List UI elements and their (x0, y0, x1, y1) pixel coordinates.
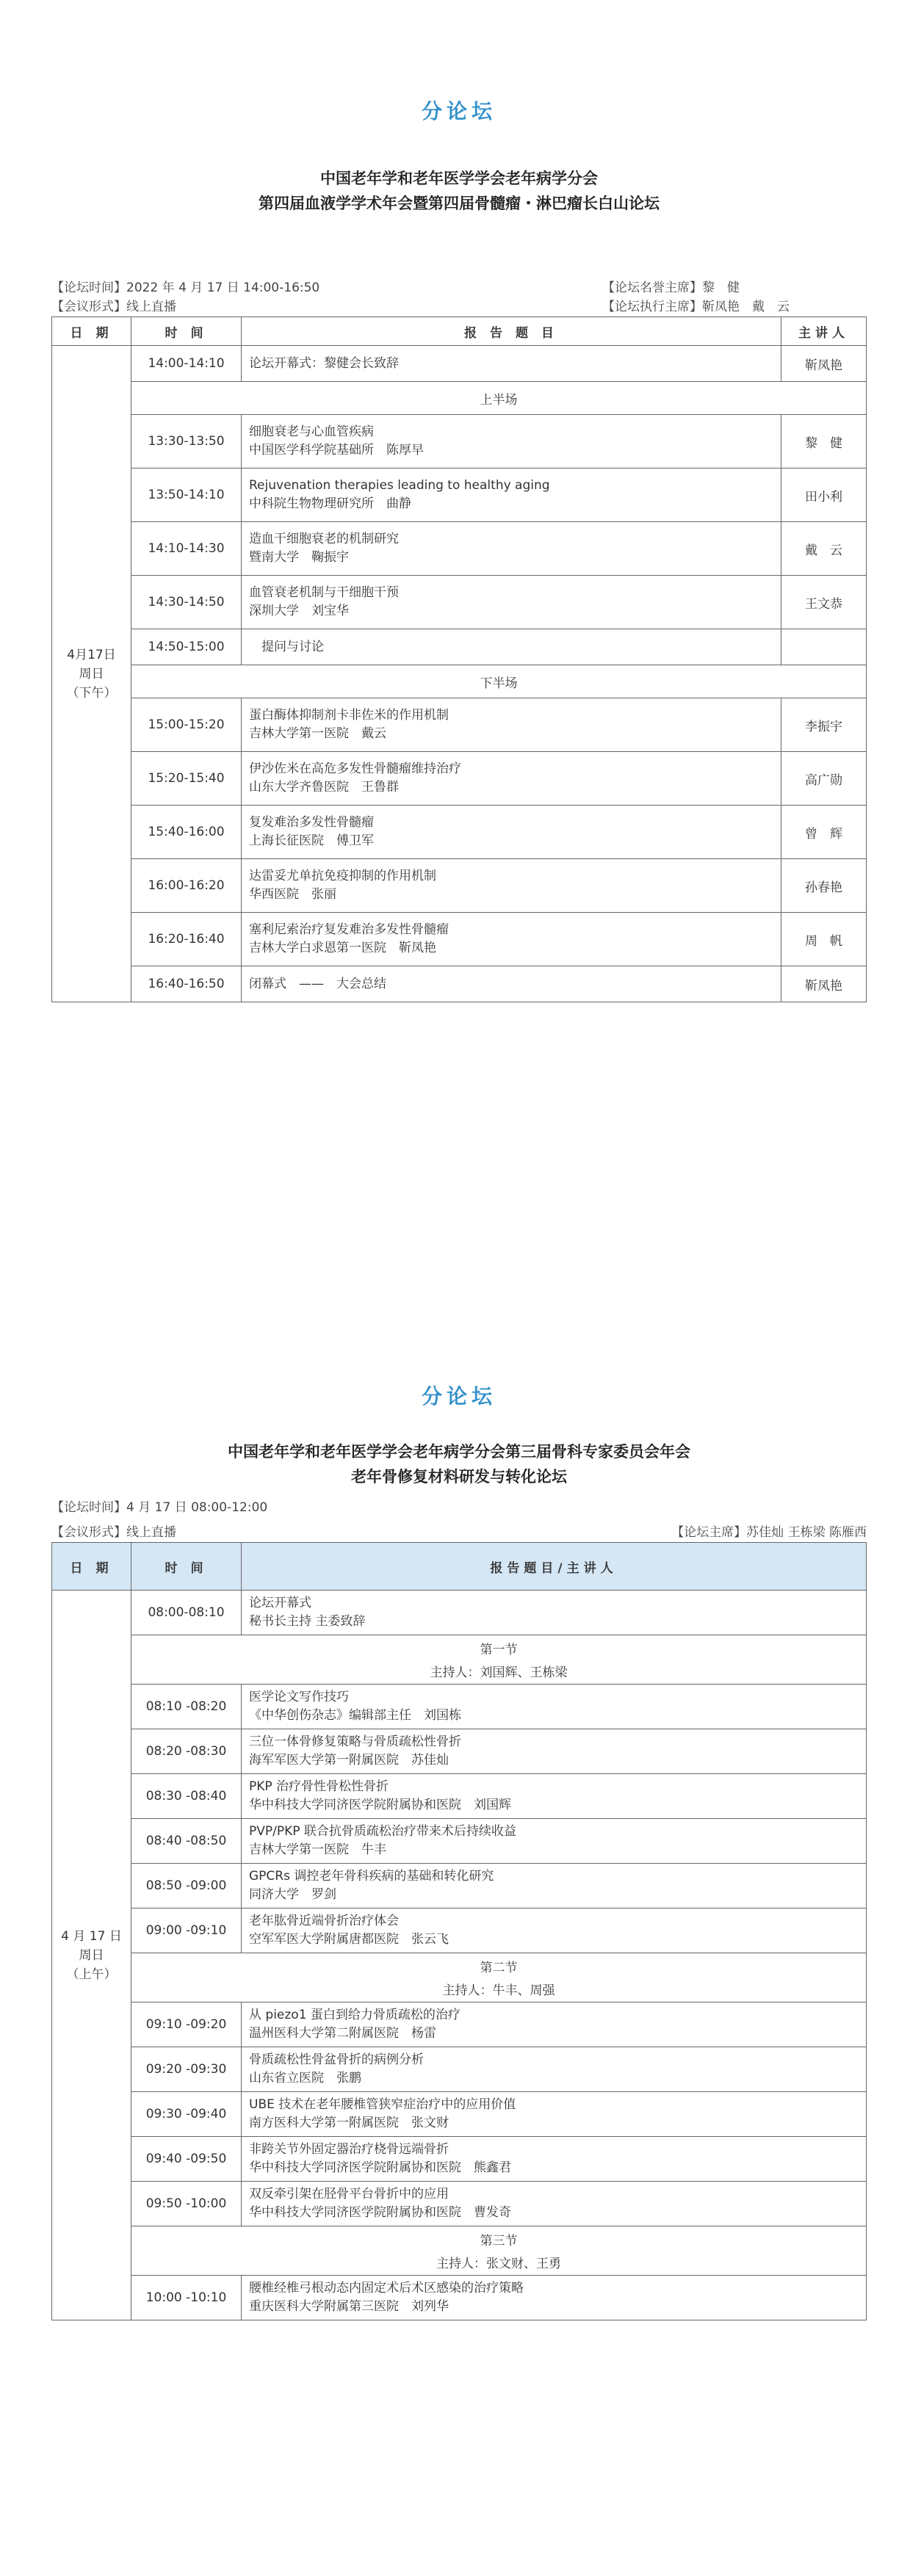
schedule-row (52, 576, 867, 629)
schedule-row (52, 629, 867, 665)
time-cell: 14:30-14:50 (131, 576, 242, 629)
topic-presenter: 南方医科大学第一附属医院 张文财 (249, 2116, 449, 2130)
topic-presenter: 重庆医科大学附属第三医院 刘列华 (249, 2299, 449, 2314)
topic-cell (242, 629, 781, 665)
session-row (52, 665, 867, 698)
time-cell: 08:30 -08:40 (131, 1774, 242, 1819)
speaker-cell: 戴 云 (781, 522, 867, 576)
schedule-row (52, 2276, 867, 2320)
topic-cell (242, 468, 781, 522)
time-cell: 13:50-14:10 (131, 468, 242, 522)
col-speaker: 主讲人 (781, 317, 867, 346)
session-label: 第一节 (480, 1643, 518, 1657)
schedule-row (52, 346, 867, 382)
session-host: 主持人：张文财、王勇 (436, 2257, 561, 2271)
topic-title: 蛋白酶体抑制剂卡非佐米的作用机制 (249, 708, 449, 723)
session-cell (131, 2226, 867, 2276)
session-host: 主持人：刘国辉、王栋梁 (430, 1665, 568, 1680)
time-cell: 09:30 -09:40 (131, 2092, 242, 2137)
topic-presenter: 华中科技大学同济医学院附属协和医院 熊鑫君 (249, 2160, 511, 2175)
schedule-row (52, 1591, 867, 1635)
session-label: 第三节 (480, 2234, 518, 2248)
schedule-row (52, 522, 867, 576)
schedule-row (52, 1729, 867, 1774)
topic-presenter: 同济大学 罗剑 (249, 1887, 336, 1902)
forum2-schedule-table (51, 1542, 867, 2320)
topic-title: 细胞衰老与心血管疾病 (249, 424, 374, 439)
time-cell: 08:00-08:10 (131, 1591, 242, 1635)
topic-cell (242, 1909, 867, 1953)
col-date: 日 期 (52, 1543, 131, 1591)
schedule-row (52, 415, 867, 468)
forum1-meta-row1 (51, 278, 867, 297)
forum2-section (51, 1381, 867, 2320)
topic-cell (242, 1774, 867, 1819)
time-cell: 14:50-15:00 (131, 629, 242, 665)
topic-presenter: 秘书长主持 主委致辞 (249, 1614, 366, 1629)
topic-title: 三位一体骨修复策略与骨质疏松性骨折 (249, 1734, 461, 1749)
topic-presenter: 山东省立医院 张鹏 (249, 2071, 361, 2085)
topic-presenter: 深圳大学 刘宝华 (249, 604, 349, 618)
schedule-row (52, 1774, 867, 1819)
topic-presenter: 空军军医大学附属唐都医院 张云飞 (249, 1932, 449, 1947)
topic-title: 医学论文写作技巧 (249, 1690, 349, 1704)
topic-title: 复发难治多发性骨髓瘤 (249, 815, 374, 830)
session-row (52, 382, 867, 415)
session-row (52, 1953, 867, 2002)
topic-title: 骨质疏松性骨盆骨折的病例分析 (249, 2052, 424, 2067)
schedule-row (52, 806, 867, 859)
topic-presenter: 华西医院 张丽 (249, 887, 336, 902)
topic-cell (242, 1685, 867, 1729)
time-cell: 16:00-16:20 (131, 859, 242, 913)
date-cell (52, 346, 131, 1002)
schedule-row (52, 913, 867, 966)
forum1-section (51, 95, 867, 1002)
time-cell: 13:30-13:50 (131, 415, 242, 468)
topic-cell (242, 752, 781, 806)
topic-title: 从 piezo1 蛋白到给力骨质疏松的治疗 (249, 2008, 461, 2022)
topic-presenter: 山东大学齐鲁医院 王鲁群 (249, 780, 399, 795)
col-topic-speaker: 报告题目/主讲人 (242, 1543, 867, 1591)
topic-cell (242, 913, 781, 966)
forum1-format: 【会议形式】线上直播 (51, 300, 176, 314)
schedule-row (52, 698, 867, 752)
topic-title: 论坛开幕式：黎健会长致辞 (249, 355, 399, 371)
time-cell: 09:50 -10:00 (131, 2182, 242, 2226)
topic-presenter: 吉林大学第一医院 戴云 (249, 726, 386, 741)
schedule-row (52, 2002, 867, 2047)
topic-title: 塞利尼索治疗复发难治多发性骨髓瘤 (249, 922, 449, 937)
schedule-row (52, 1864, 867, 1909)
topic-presenter: 吉林大学第一医院 牛丰 (249, 1842, 386, 1857)
topic-title: 达雷妥尤单抗免疫抑制的作用机制 (249, 869, 436, 883)
topic-title: 造血干细胞衰老的机制研究 (249, 532, 399, 546)
topic-title: 非跨关节外固定器治疗桡骨远端骨折 (249, 2142, 449, 2157)
date-line: 周日 (79, 1947, 104, 1963)
topic-title: 伊沙佐米在高危多发性骨髓瘤维持治疗 (249, 761, 461, 776)
schedule-row (52, 2182, 867, 2226)
forum1-schedule-table (51, 316, 867, 1002)
topic-cell (242, 1591, 867, 1635)
schedule-row (52, 1909, 867, 1953)
schedule-row (52, 1819, 867, 1864)
topic-cell (242, 2002, 867, 2047)
time-cell: 09:20 -09:30 (131, 2047, 242, 2092)
forum2-title-line1: 中国老年学和老年医学学会老年病学分会第三届骨科专家委员会年会 (228, 1443, 690, 1461)
time-cell: 08:50 -09:00 (131, 1864, 242, 1909)
time-cell: 09:00 -09:10 (131, 1909, 242, 1953)
topic-title: PVP/PKP 联合抗骨质疏松治疗带来术后持续收益 (249, 1824, 516, 1839)
session-row (52, 1635, 867, 1685)
col-time: 时 间 (131, 1543, 242, 1591)
forum2-time: 【论坛时间】4 月 17 日 08:00-12:00 (51, 1500, 268, 1515)
topic-cell (242, 2092, 867, 2137)
topic-presenter: 上海长征医院 傅卫军 (249, 833, 374, 848)
forum2-chair: 【论坛主席】苏佳灿 王栋梁 陈雁西 (671, 1525, 867, 1540)
forum1-honorary-chair: 【论坛名誉主席】黎 健 (602, 281, 740, 295)
topic-cell (242, 806, 781, 859)
speaker-cell: 高广勋 (781, 752, 867, 806)
speaker-cell: 靳凤艳 (781, 966, 867, 1002)
forum1-badge: 分论坛 (421, 99, 496, 123)
speaker-cell: 靳凤艳 (781, 346, 867, 382)
time-cell: 08:20 -08:30 (131, 1729, 242, 1774)
schedule-row (52, 2137, 867, 2182)
date-cell (52, 1591, 131, 2320)
time-cell: 15:40-16:00 (131, 806, 242, 859)
session-label: 第二节 (480, 1961, 518, 1975)
topic-title: 论坛开幕式 (249, 1596, 311, 1610)
forum2-format: 【会议形式】线上直播 (51, 1525, 176, 1540)
topic-cell (242, 859, 781, 913)
schedule-row (52, 752, 867, 806)
time-cell: 15:20-15:40 (131, 752, 242, 806)
time-cell: 16:40-16:50 (131, 966, 242, 1002)
time-cell: 14:00-14:10 (131, 346, 242, 382)
time-cell: 08:40 -08:50 (131, 1819, 242, 1864)
schedule-row (52, 859, 867, 913)
topic-title: UBE 技术在老年腰椎管狭窄症治疗中的应用价值 (249, 2097, 516, 2112)
time-cell: 10:00 -10:10 (131, 2276, 242, 2320)
forum2-title-line2: 老年骨修复材料研发与转化论坛 (351, 1468, 567, 1486)
topic-presenter: 中国医学科学院基础所 陈厚早 (249, 443, 424, 457)
topic-title: 提问与讨论 (249, 639, 324, 654)
forum1-title-line2: 第四届血液学学术年会暨第四届骨髓瘤・淋巴瘤长白山论坛 (259, 195, 660, 212)
date-line: 4月17日 (67, 647, 116, 662)
forum2-meta-row2 (51, 1523, 867, 1542)
topic-title: 双反牵引架在胫骨平台骨折中的应用 (249, 2187, 449, 2201)
topic-cell (242, 698, 781, 752)
col-date: 日 期 (52, 317, 131, 346)
date-line: （下午） (66, 685, 117, 701)
forum1-time: 【论坛时间】2022 年 4 月 17 日 14:00-16:50 (51, 281, 320, 295)
topic-cell (242, 966, 781, 1002)
speaker-cell: 李振宇 (781, 698, 867, 752)
topic-cell (242, 1819, 867, 1864)
topic-presenter: 《中华创伤杂志》编辑部主任 刘国栋 (249, 1708, 461, 1723)
topic-presenter: 中科院生物物理研究所 曲静 (249, 496, 411, 511)
topic-title: 老年肱骨近端骨折治疗体会 (249, 1914, 399, 1928)
time-cell: 15:00-15:20 (131, 698, 242, 752)
topic-cell (242, 1864, 867, 1909)
schedule-row (52, 1685, 867, 1729)
forum1-meta-row2 (51, 297, 867, 316)
time-cell: 14:10-14:30 (131, 522, 242, 576)
session-cell (131, 1953, 867, 2002)
topic-cell (242, 1729, 867, 1774)
topic-title: 闭幕式 —— 大会总结 (249, 976, 386, 991)
topic-presenter: 海军军医大学第一附属医院 苏佳灿 (249, 1753, 449, 1768)
col-time: 时 间 (131, 317, 242, 346)
topic-presenter: 华中科技大学同济医学院附属协和医院 刘国辉 (249, 1798, 511, 1812)
topic-cell (242, 576, 781, 629)
topic-title: 腰椎经椎弓根动态内固定术后术区感染的治疗策略 (249, 2281, 524, 2295)
schedule-row (52, 2092, 867, 2137)
date-line: 周日 (79, 666, 104, 681)
topic-cell (242, 346, 781, 382)
speaker-cell: 曾 辉 (781, 806, 867, 859)
topic-presenter: 暨南大学 鞠振宇 (249, 550, 349, 565)
session-cell (131, 1635, 867, 1685)
session-label: 下半场 (131, 665, 867, 698)
topic-cell (242, 2047, 867, 2092)
date-line: （上午） (66, 1967, 117, 1982)
topic-cell (242, 415, 781, 468)
speaker-cell: 黎 健 (781, 415, 867, 468)
speaker-cell: 孙春艳 (781, 859, 867, 913)
forum1-title-line1: 中国老年学和老年医学学会老年病学分会 (320, 170, 598, 187)
topic-title: PKP 治疗骨性骨松性骨折 (249, 1779, 389, 1794)
date-line: 4 月 17 日 (61, 1928, 122, 1944)
forum2-badge: 分论坛 (421, 1384, 496, 1408)
topic-title: 血管衰老机制与干细胞干预 (249, 585, 399, 600)
topic-cell (242, 522, 781, 576)
topic-cell (242, 2182, 867, 2226)
session-label: 上半场 (131, 382, 867, 415)
topic-title: Rejuvenation therapies leading to healthy aging (249, 478, 550, 493)
speaker-cell: 王文恭 (781, 576, 867, 629)
schedule-row (52, 966, 867, 1002)
schedule-row (52, 2047, 867, 2092)
col-topic: 报 告 题 目 (242, 317, 781, 346)
session-host: 主持人：牛丰、周强 (442, 1983, 555, 1998)
time-cell: 08:10 -08:20 (131, 1685, 242, 1729)
speaker-cell (781, 629, 867, 665)
time-cell: 16:20-16:40 (131, 913, 242, 966)
time-cell: 09:40 -09:50 (131, 2137, 242, 2182)
forum2-meta-row1 (51, 1498, 867, 1517)
time-cell: 09:10 -09:20 (131, 2002, 242, 2047)
topic-title: GPCRs 调控老年骨科疾病的基础和转化研究 (249, 1869, 494, 1884)
speaker-cell: 田小利 (781, 468, 867, 522)
session-row (52, 2226, 867, 2276)
topic-presenter: 吉林大学白求恩第一医院 靳凤艳 (249, 941, 436, 955)
speaker-cell: 周 帆 (781, 913, 867, 966)
topic-cell (242, 2137, 867, 2182)
forum1-executive-chair: 【论坛执行主席】靳凤艳 戴 云 (602, 300, 790, 314)
topic-presenter: 温州医科大学第二附属医院 杨雷 (249, 2026, 436, 2041)
topic-presenter: 华中科技大学同济医学院附属协和医院 曹发奇 (249, 2205, 511, 2220)
topic-cell (242, 2276, 867, 2320)
schedule-row (52, 468, 867, 522)
